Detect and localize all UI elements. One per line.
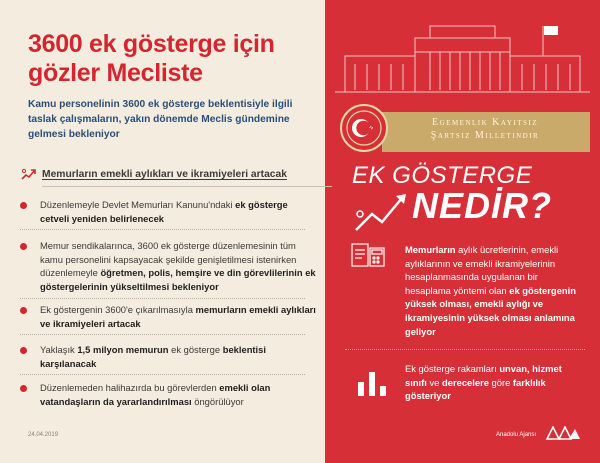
bullet-bold: öğretmen, polis, hemşire ve din görevlilerinin ek göstergelerinin yükseltilmesi bekleniyor (40, 267, 316, 292)
bullet-dot (20, 243, 27, 250)
p2-bold: farklılık gösteriyor (405, 376, 546, 402)
bullet-bold: emekli olan vatandaşların da yararlandırılması (40, 382, 271, 407)
p2-bold: unvan, hizmet sınıfı (405, 363, 562, 388)
subhead-row (20, 166, 320, 186)
bullet-text: Ek göstergenin 3600'e çıkarılmasıyla (40, 304, 196, 315)
document-calculator-icon (348, 238, 388, 272)
p2-text: ve (426, 376, 443, 388)
bullet-text: Memur sendikalarınca, 3600 ek gösterge düzenlemesinin tüm kamu personelini kapsayacak şekilde genişletilmesi istenirken düzenlemeyle (40, 240, 297, 279)
growth-arrow-icon (20, 166, 38, 184)
motto-text (390, 116, 580, 142)
ek-gosterge-heading: EK GÖSTERGE (352, 162, 533, 189)
p2-text: göre (488, 376, 513, 388)
bullet-text: Düzenlemeden halihazırda bu görevlerden (40, 382, 220, 393)
bar-chart-icon (356, 368, 390, 396)
bullet-text: öngörülüyor (191, 395, 244, 407)
bullet-text: Düzenlemeyle Devlet Memurları Kanunu'ndaki (40, 199, 236, 210)
growth-arrow-icon (352, 188, 414, 238)
bullet-bold: 1,5 milyon memurun (77, 344, 169, 355)
divider (345, 349, 585, 350)
tbmm-emblem-icon (340, 104, 388, 152)
motto-line-1: Egemenlik Kayıtsız (432, 117, 538, 128)
nedir-heading: NEDİR? (412, 185, 552, 226)
p2-text: Ek gösterge rakamları (405, 363, 500, 374)
bullet-bold: ek gösterge cetveli yeniden belirlenecek (40, 199, 288, 224)
p1-bold-1: Memurların (405, 244, 456, 255)
p1-text: aylık ücretlerinin, emekli aylıklarının ve emekli ikramiyelerinin hesaplanmasında uygulanan bir hesaplama yöntemi olan (405, 244, 559, 296)
intro-text: Kamu personelinin 3600 ek gösterge beklentisiyle ilgili taslak çalışmaların, yakın dönemde Meclis gündemine gelmesi bekleniyor (28, 99, 293, 140)
divider (20, 334, 305, 335)
footer-date: 24.04.2019 (28, 432, 59, 438)
bullet-bold: memurların emekli aylıkları ve ikramiyeleri artacak (40, 304, 316, 329)
divider (20, 374, 305, 375)
bullet-text: ek gösterge (168, 344, 223, 355)
parliament-building-icon (335, 12, 590, 100)
bullet-text: Yaklaşık (40, 344, 78, 355)
page-title (28, 30, 318, 88)
bullet-dot (20, 347, 27, 354)
divider (20, 229, 305, 230)
aa-logo-icon (545, 426, 581, 440)
definition-paragraph (405, 243, 585, 338)
variation-paragraph (405, 362, 585, 403)
title-line-1: 3600 ek gösterge için (28, 30, 275, 58)
subhead: Memurların emekli aylıkları ve ikramiyeleri artacak (42, 169, 287, 180)
title-line-2: gözler Mecliste (28, 59, 203, 87)
bullet-dot (20, 385, 27, 392)
subhead-divider (42, 186, 332, 187)
bullet-bold: beklentisi karşılanacak (40, 344, 266, 369)
footer-source: Anadolu Ajansı (496, 432, 537, 438)
p2-bold: derecelere (442, 376, 489, 388)
motto-line-2: Şartsız Milletindir (430, 130, 540, 141)
bullet-dot (20, 202, 27, 209)
p1-bold-2: ek göstergenin yüksek olması, emekli aylığı ve ikramiyesinin yüksek olması anlamına geliyor (405, 284, 576, 337)
bullet-dot (20, 307, 27, 314)
divider (20, 298, 305, 299)
